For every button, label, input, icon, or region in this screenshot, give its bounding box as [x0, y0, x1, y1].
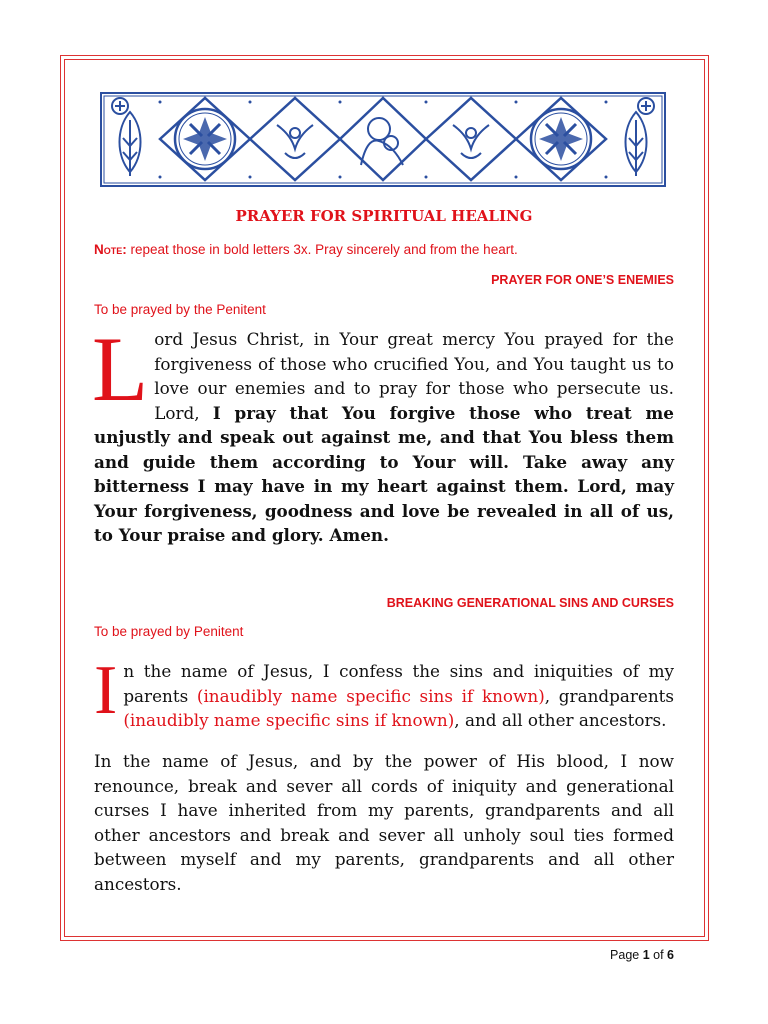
prayer-enemies-paragraph — [92, 318, 674, 548]
bird-icon — [453, 125, 489, 158]
cross-rosette-icon — [112, 98, 128, 114]
section-subheading-generational: To be prayed by Penitent — [94, 624, 244, 639]
of-word: of — [649, 948, 668, 962]
star-medallion-icon — [531, 109, 591, 169]
confession-text-b: , grandparents — [544, 685, 674, 706]
renunciation-paragraph: In the name of Jesus, and by the power of His blood, I now renounce, break and sever all cords of iniquity and generational curses I have inherited from my parents, grandparents and all other ancestors and break and sever all unholy soul ties formed between myself and my parents, grandparents and all other ancestors. — [94, 751, 674, 894]
note-text: repeat those in bold letters 3x. Pray sincerely and from the heart. — [126, 242, 518, 257]
inaudible-note-1: (inaudibly name specific sins if known) — [196, 685, 545, 706]
prayer-enemies-bold: I pray that You forgive those who treat me unjustly and speak out against me, and that You bless them and guide them according to Your will. Take away any bitterness I may have in my heart against them. Lord, may Your forgiveness, goodness and love be revealed in all of us, to Your praise and glory. Amen. — [94, 402, 674, 545]
confession-text-a: n the name of Jesus, I confess the sins and iniquities of my parents — [123, 661, 674, 706]
page-number — [610, 948, 674, 962]
virgin-and-child-icon — [361, 118, 403, 165]
confession-paragraph — [94, 652, 674, 733]
tree-ornament-icon — [626, 112, 647, 176]
tree-ornament-icon — [120, 112, 141, 176]
dropcap-letter: I — [94, 652, 118, 729]
section-heading-enemies: PRAYER FOR ONE’S ENEMIES — [491, 273, 674, 287]
page-title: PRAYER FOR SPIRITUAL HEALING — [235, 207, 533, 225]
dropcap-letter: L — [92, 318, 149, 420]
cross-rosette-icon — [638, 98, 654, 114]
page-word: Page — [610, 948, 643, 962]
page-total: 6 — [667, 948, 674, 962]
bird-icon — [277, 125, 313, 158]
inaudible-note-2: (inaudibly name specific sins if known) — [123, 710, 455, 730]
note-line — [94, 242, 518, 257]
page-current: 1 — [642, 948, 650, 962]
star-medallion-icon — [175, 109, 235, 169]
prayer-enemies-plain: ord Jesus Christ, in Your great mercy You prayed for the forgiveness of those who crucified You, and You taught us to love our enemies and to pray for those who persecute us. Lord, — [154, 329, 674, 423]
confession-text-c: , and all other ancestors. — [454, 710, 667, 730]
ornamental-banner — [100, 92, 666, 187]
note-label: Note: — [94, 242, 127, 257]
section-heading-generational: BREAKING GENERATIONAL SINS AND CURSES — [386, 596, 674, 610]
section-subheading-enemies: To be prayed by the Penitent — [94, 302, 266, 317]
